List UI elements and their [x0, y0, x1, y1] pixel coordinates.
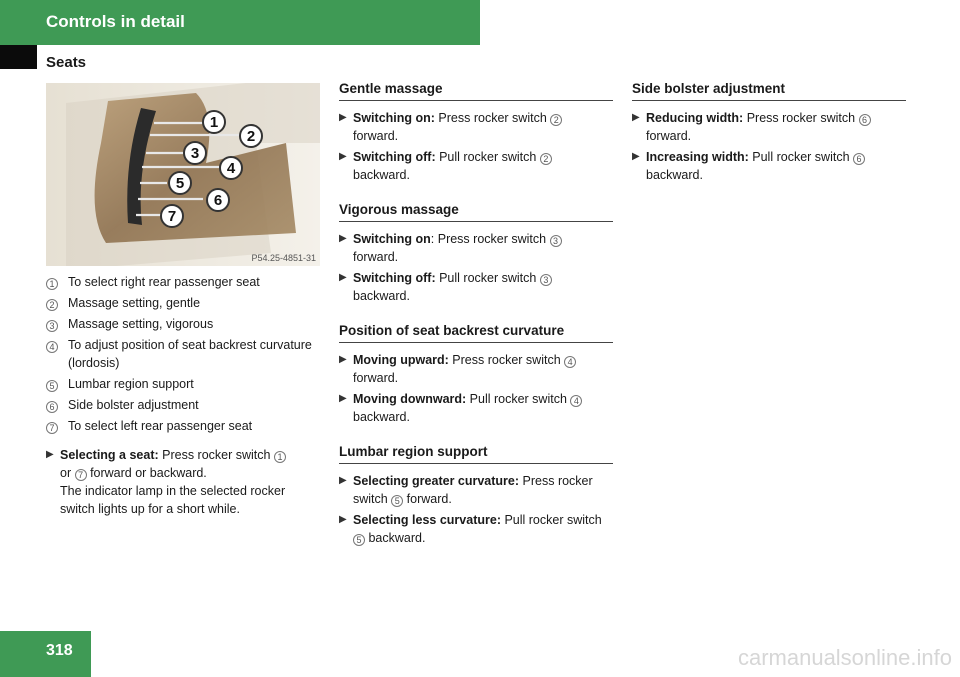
legend-item	[46, 336, 316, 372]
bullet-arrow-icon: ▶	[632, 151, 640, 162]
legend-item	[46, 417, 316, 435]
legend-number: 3	[46, 320, 58, 332]
legend-number: 2	[46, 299, 58, 311]
legend-text: Lumbar region support	[68, 377, 194, 391]
figure-label: P54.25-4851-31	[251, 253, 316, 263]
vigorous-off-step: ▶ Switching off: Pull rocker switch 3 backward.	[339, 269, 613, 305]
legend-item	[46, 375, 316, 393]
section-marker	[0, 45, 37, 69]
middle-column	[339, 80, 613, 550]
seat-switch-figure	[46, 83, 320, 266]
bolster-increase-step: ▶ Increasing width: Pull rocker switch 6 backward.	[632, 148, 906, 184]
chapter-title: Controls in detail	[46, 12, 185, 31]
curvature-down-step: ▶ Moving downward: Pull rocker switch 4 backward.	[339, 390, 613, 426]
bullet-arrow-icon: ▶	[46, 449, 54, 460]
callout-7-label: 7	[167, 208, 177, 225]
bullet-arrow-icon: ▶	[339, 112, 347, 123]
legend-item	[46, 273, 316, 291]
legend-item	[46, 315, 316, 333]
vigorous-massage-heading: Vigorous massage	[339, 201, 613, 222]
legend-text: Massage setting, gentle	[68, 296, 201, 310]
callout-6-label: 6	[213, 192, 223, 209]
bullet-arrow-icon: ▶	[339, 354, 347, 365]
callout-4-label: 4	[226, 160, 236, 177]
seat-switch-illustration	[46, 83, 320, 266]
select-seat-step: ▶ Selecting a seat: Press rocker switch 1 or 7 forward or backward. The indicator lamp in the selected rocker switch lights up for a short while.	[46, 448, 286, 516]
callout-3-label: 3	[190, 145, 200, 162]
watermark: carmanualsonline.info	[737, 645, 952, 670]
bullet-arrow-icon: ▶	[339, 475, 347, 486]
bullet-arrow-icon: ▶	[339, 233, 347, 244]
gentle-on-step: ▶ Switching on: Press rocker switch 2 forward.	[339, 109, 613, 145]
legend-number: 6	[46, 401, 58, 413]
bullet-arrow-icon: ▶	[632, 112, 640, 123]
legend-number: 1	[46, 278, 58, 290]
callout-1-label: 1	[209, 114, 219, 131]
legend-number: 4	[46, 341, 58, 353]
legend-text: Massage setting, vigorous	[68, 317, 214, 331]
right-column	[632, 80, 906, 187]
bullet-arrow-icon: ▶	[339, 393, 347, 404]
bullet-arrow-icon: ▶	[339, 272, 347, 283]
side-bolster-heading: Side bolster adjustment	[632, 80, 906, 101]
curvature-up-step: ▶ Moving upward: Press rocker switch 4 forward.	[339, 351, 613, 387]
legend-item	[46, 294, 316, 312]
lumbar-more-step: ▶ Selecting greater curvature: Press rocker switch 5 forward.	[339, 474, 593, 506]
lumbar-heading: Lumbar region support	[339, 443, 613, 464]
legend-item	[46, 396, 316, 414]
callout-2-label: 2	[246, 128, 256, 145]
bullet-arrow-icon: ▶	[339, 151, 347, 162]
bolster-reduce-step: ▶ Reducing width: Press rocker switch 6 forward.	[632, 109, 906, 145]
legend-text: To select left rear passenger seat	[68, 419, 253, 433]
section-title: Seats	[46, 54, 87, 71]
lumbar-less-step: ▶ Selecting less curvature: Pull rocker switch 5 backward.	[339, 513, 602, 545]
page-number: 318	[46, 642, 73, 659]
gentle-massage-heading: Gentle massage	[339, 80, 613, 101]
legend-text: To select right rear passenger seat	[68, 275, 260, 289]
curvature-heading: Position of seat backrest curvature	[339, 322, 613, 343]
legend-text: To adjust position of seat backrest curvature (lordosis)	[68, 338, 312, 370]
gentle-off-step: ▶ Switching off: Pull rocker switch 2 backward.	[339, 148, 613, 184]
legend-number: 7	[46, 422, 58, 434]
bullet-arrow-icon: ▶	[339, 514, 347, 525]
vigorous-on-step: ▶ Switching on: Press rocker switch 3 forward.	[339, 230, 613, 266]
legend-text: Side bolster adjustment	[68, 398, 199, 412]
callout-5-label: 5	[175, 175, 185, 192]
legend-number: 5	[46, 380, 58, 392]
legend-column	[46, 273, 316, 521]
